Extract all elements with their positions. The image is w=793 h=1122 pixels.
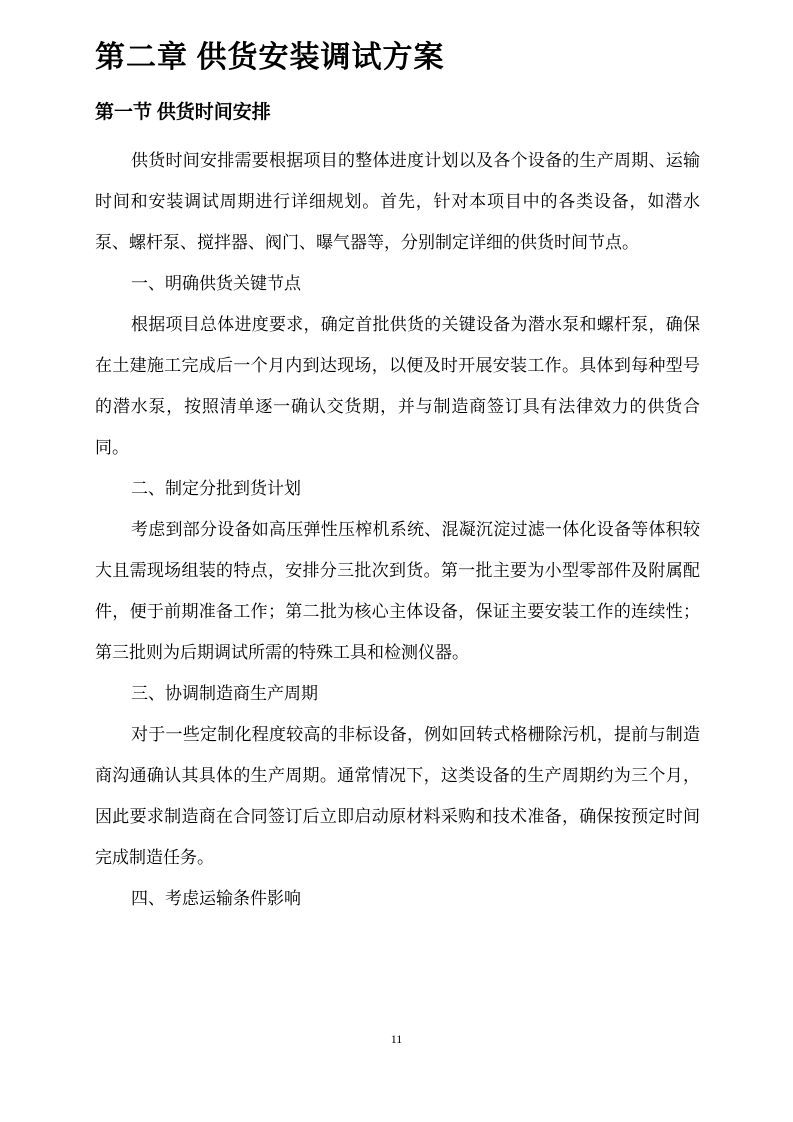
paragraph-intro: 供货时间安排需要根据项目的整体进度计划以及各个设备的生产周期、运输时间和安装调试周期进行详细规划。首先，针对本项目中的各类设备，如潜水泵、螺杆泵、搅拌器、阀门、曝气器等，分别制定详细的供货时间节点。 <box>95 151 700 252</box>
numbered-heading-2: 二、制定分批到货计划 <box>131 479 301 498</box>
paragraph-production-cycle: 对于一些定制化程度较高的非标设备，例如回转式格栅除污机，提前与制造商沟通确认其具体的生产周期。通常情况下，这类设备的生产周期约为三个月，因此要求制造商在合同签订后立即启动原材料采购和技术准备，确保按预定时间完成制造任务。 <box>95 725 700 867</box>
numbered-heading-4: 四、考虑运输条件影响 <box>131 889 301 908</box>
chapter-title: 第二章 供货安装调试方案 <box>95 41 445 74</box>
section-heading: 第一节 供货时间安排 <box>95 102 271 123</box>
page-number: 11 <box>390 1032 403 1046</box>
document-body <box>95 140 700 919</box>
numbered-heading-3: 三、协调制造商生产周期 <box>131 684 318 703</box>
paragraph-key-nodes: 根据项目总体进度要求，确定首批供货的关键设备为潜水泵和螺杆泵，确保在土建施工完成后一个月内到达现场，以便及时开展安装工作。具体到每种型号的潜水泵，按照清单逐一确认交货期，并与制造商签订具有法律效力的供货合同。 <box>95 315 700 457</box>
numbered-heading-1: 一、明确供货关键节点 <box>131 274 301 293</box>
paragraph-batch-delivery: 考虑到部分设备如高压弹性压榨机系统、混凝沉淀过滤一体化设备等体积较大且需现场组装的特点，安排分三批次到货。第一批主要为小型零部件及附属配件，便于前期准备工作；第二批为核心主体设备，保证主要安装工作的连续性；第三批则为后期调试所需的特殊工具和检测仪器。 <box>95 520 700 662</box>
